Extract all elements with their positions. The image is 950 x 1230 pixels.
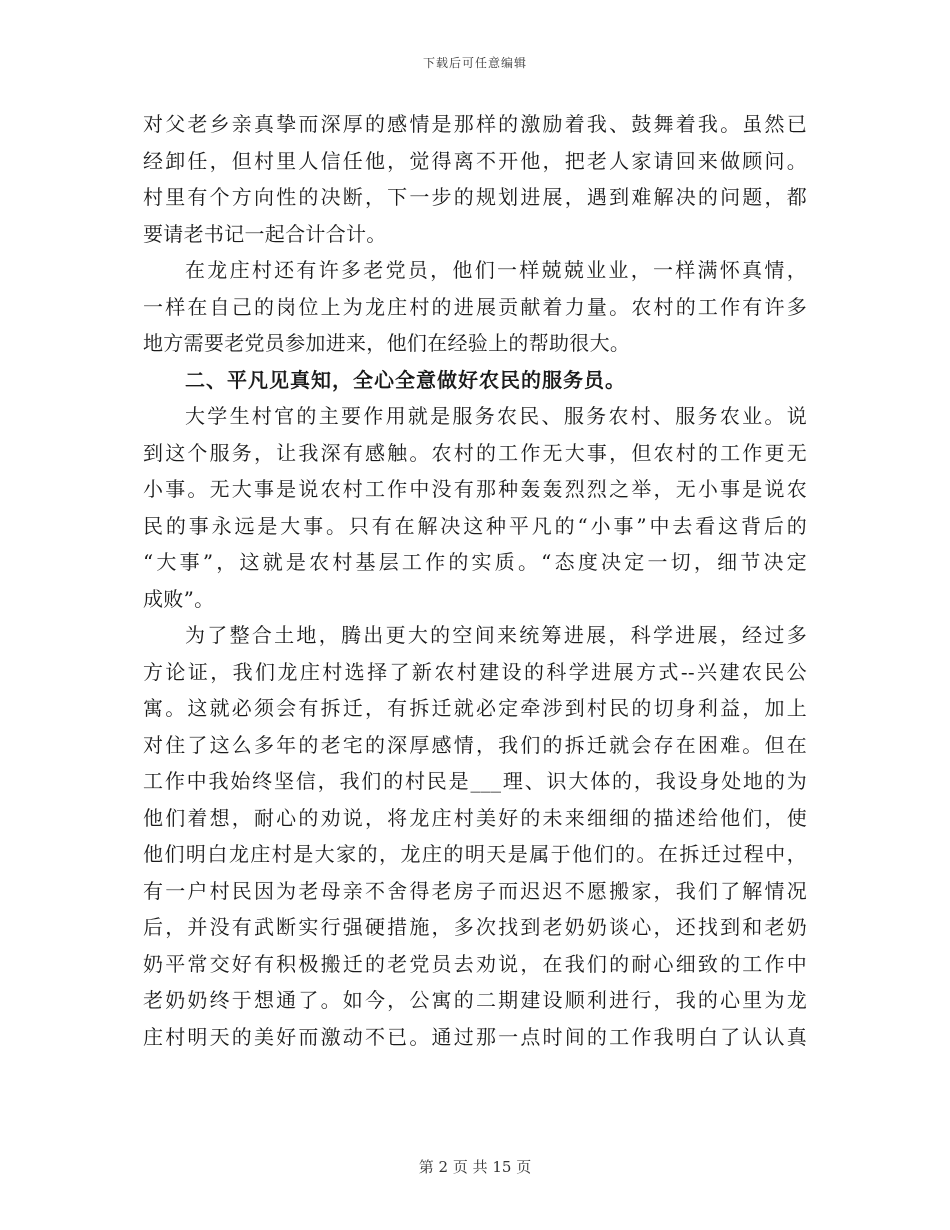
text-line: 大学生村官的主要作用就是服务农民、服务农村、服务农业。说 [185, 404, 807, 428]
text-line: 地方需要老党员参加进来，他们在经验上的帮助很大。 [143, 331, 631, 355]
text-line: 为了整合土地，腾出更大的空间来统筹进展，科学进展，经过多 [185, 623, 807, 647]
section-heading: 二、平凡见真知，全心全意做好农民的服务员。 [185, 367, 626, 392]
text-line: 他们着想，耐心的劝说，将龙庄村美好的未来细细的描述给他们，使 [143, 805, 807, 830]
text-line: 他们明白龙庄村是大家的，龙庄的明天是属于他们的。在拆迁过程中， [143, 842, 807, 866]
text-line: 庄村明天的美好而激动不已。通过那一点时间的工作我明白了认认真 [143, 1024, 807, 1049]
text-line: 寓。这就必须会有拆迁，有拆迁就必定牵涉到村民的切身利益，加上 [143, 696, 807, 720]
text-line: 奶平常交好有积极搬迁的老党员去劝说，在我们的耐心细致的工作中 [143, 951, 807, 976]
text-line: “大事”，这就是农村基层工作的实质。“态度决定一切，细节决定 [143, 550, 807, 574]
text-line: 一样在自己的岗位上为龙庄村的进展贡献着力量。农村的工作有许多 [143, 294, 807, 319]
text-line: 方论证，我们龙庄村选择了新农村建设的科学进展方式--兴建农民公 [143, 659, 807, 684]
page-header: 下载后可任意编辑 [422, 56, 527, 70]
text-line: 小事。无大事是说农村工作中没有那种轰轰烈烈之举，无小事是说农 [143, 477, 807, 501]
text-line: 到这个服务，让我深有感触。农村的工作无大事，但农村的工作更无 [143, 440, 807, 465]
text-line: 后，并没有武断实行强硬措施，多次找到老奶奶谈心，还找到和老奶 [143, 915, 807, 939]
text-line: 有一户村民因为老母亲不舍得老房子而迟迟不愿搬家，我们了解情况 [143, 878, 807, 903]
text-line: 经卸任，但村里人信任他，觉得离不开他，把老人家请回来做顾问。 [143, 148, 807, 173]
text-line: 工作中我始终坚信，我们的村民是___理、识大体的，我设身处地的为 [143, 769, 807, 793]
text-line: 对父老乡亲真挚而深厚的感情是那样的激励着我、鼓舞着我。虽然已 [143, 112, 807, 136]
document-body [143, 106, 807, 1055]
text-line: 成败”。 [143, 586, 215, 611]
text-line: 对住了这么多年的老宅的深厚感情，我们的拆迁就会存在困难。但在 [143, 732, 807, 757]
text-line: 村里有个方向性的决断，下一步的规划进展，遇到难解决的问题，都 [143, 185, 807, 209]
text-line: 在龙庄村还有许多老党员，他们一样兢兢业业，一样满怀真情， [185, 258, 807, 282]
text-line: 老奶奶终于想通了。如今，公寓的二期建设顺利进行，我的心里为龙 [143, 988, 807, 1012]
page-footer: 第 2 页 共 15 页 [418, 1158, 532, 1176]
text-line: 民的事永远是大事。只有在解决这种平凡的“小事”中去看这背后的 [143, 513, 807, 538]
text-line: 要请老书记一起合计合计。 [143, 221, 387, 246]
